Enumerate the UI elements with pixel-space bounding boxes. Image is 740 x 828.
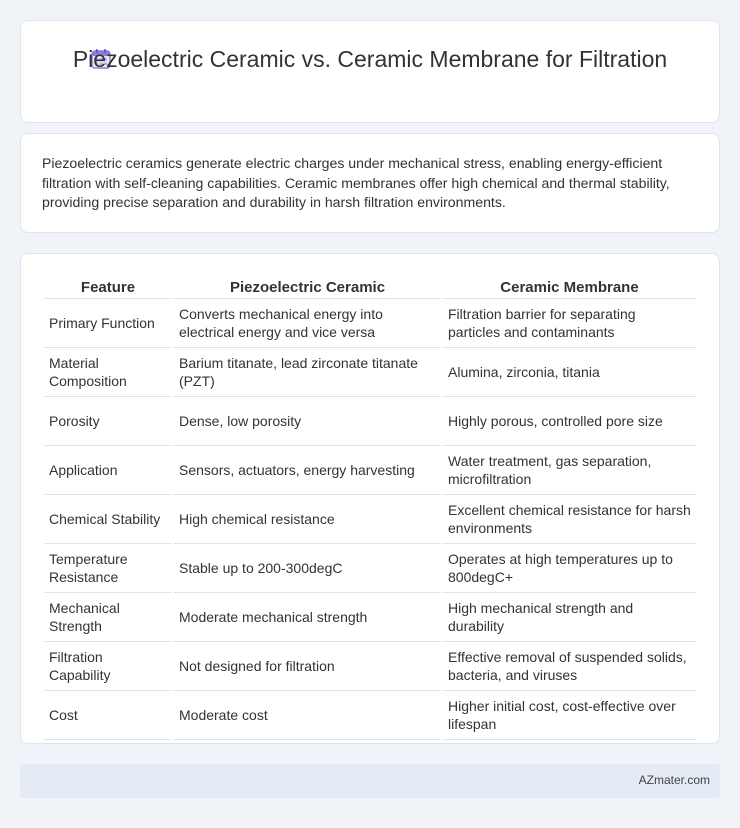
piezo-cell: Moderate cost (174, 691, 441, 740)
feature-cell: Mechanical Strength (44, 593, 172, 642)
piezo-cell: Stable up to 200-300degC (174, 544, 441, 593)
footer (20, 764, 720, 798)
piezo-cell: Dense, low porosity (174, 397, 441, 446)
piezo-cell: Converts mechanical energy into electrical energy and vice versa (174, 299, 441, 348)
footer-brand: AZmater.com (638, 773, 710, 787)
table-row (44, 446, 696, 495)
table-header-row (44, 275, 696, 299)
comparison-table (42, 275, 698, 740)
header-piezoelectric-ceramic: Piezoelectric Ceramic (174, 275, 441, 299)
table-row (44, 544, 696, 593)
table-row (44, 495, 696, 544)
header-ceramic-membrane: Ceramic Membrane (443, 275, 696, 299)
membrane-cell: High mechanical strength and durability (443, 593, 696, 642)
membrane-cell: Operates at high temperatures up to 800degC+ (443, 544, 696, 593)
feature-cell: Material Composition (44, 348, 172, 397)
piezo-cell: Sensors, actuators, energy harvesting (174, 446, 441, 495)
page-title: Piezoelectric Ceramic vs. Ceramic Membrane for Filtration (72, 46, 668, 72)
piezo-cell: Not designed for filtration (174, 642, 441, 691)
membrane-cell: Filtration barrier for separating particles and contaminants (443, 299, 696, 348)
feature-cell: Chemical Stability (44, 495, 172, 544)
piezo-cell: High chemical resistance (174, 495, 441, 544)
membrane-cell: Highly porous, controlled pore size (443, 397, 696, 446)
piezo-cell: Moderate mechanical strength (174, 593, 441, 642)
summary-text: Piezoelectric ceramics generate electric charges under mechanical stress, enabling energy-efficient filtration with self-cleaning capabilities. Ceramic membranes offer high chemical and thermal stability, providing precise separation and durability in harsh filtration environments. (42, 155, 670, 210)
membrane-cell: Higher initial cost, cost-effective over lifespan (443, 691, 696, 740)
comparison-table-card (20, 253, 720, 744)
piezo-cell: Barium titanate, lead zirconate titanate (PZT) (174, 348, 441, 397)
header-feature: Feature (44, 275, 172, 299)
feature-cell: Temperature Resistance (44, 544, 172, 593)
summary-card (20, 133, 720, 233)
table-row (44, 593, 696, 642)
table-row (44, 299, 696, 348)
membrane-cell: Excellent chemical resistance for harsh environments (443, 495, 696, 544)
feature-cell: Cost (44, 691, 172, 740)
table-row (44, 642, 696, 691)
feature-cell: Primary Function (44, 299, 172, 348)
membrane-cell: Water treatment, gas separation, microfiltration (443, 446, 696, 495)
membrane-cell: Alumina, zirconia, titania (443, 348, 696, 397)
membrane-cell: Effective removal of suspended solids, bacteria, and viruses (443, 642, 696, 691)
table-row (44, 691, 696, 740)
feature-cell: Porosity (44, 397, 172, 446)
title-card (20, 20, 720, 123)
table-row (44, 397, 696, 446)
table-row (44, 348, 696, 397)
feature-cell: Application (44, 446, 172, 495)
feature-cell: Filtration Capability (44, 642, 172, 691)
